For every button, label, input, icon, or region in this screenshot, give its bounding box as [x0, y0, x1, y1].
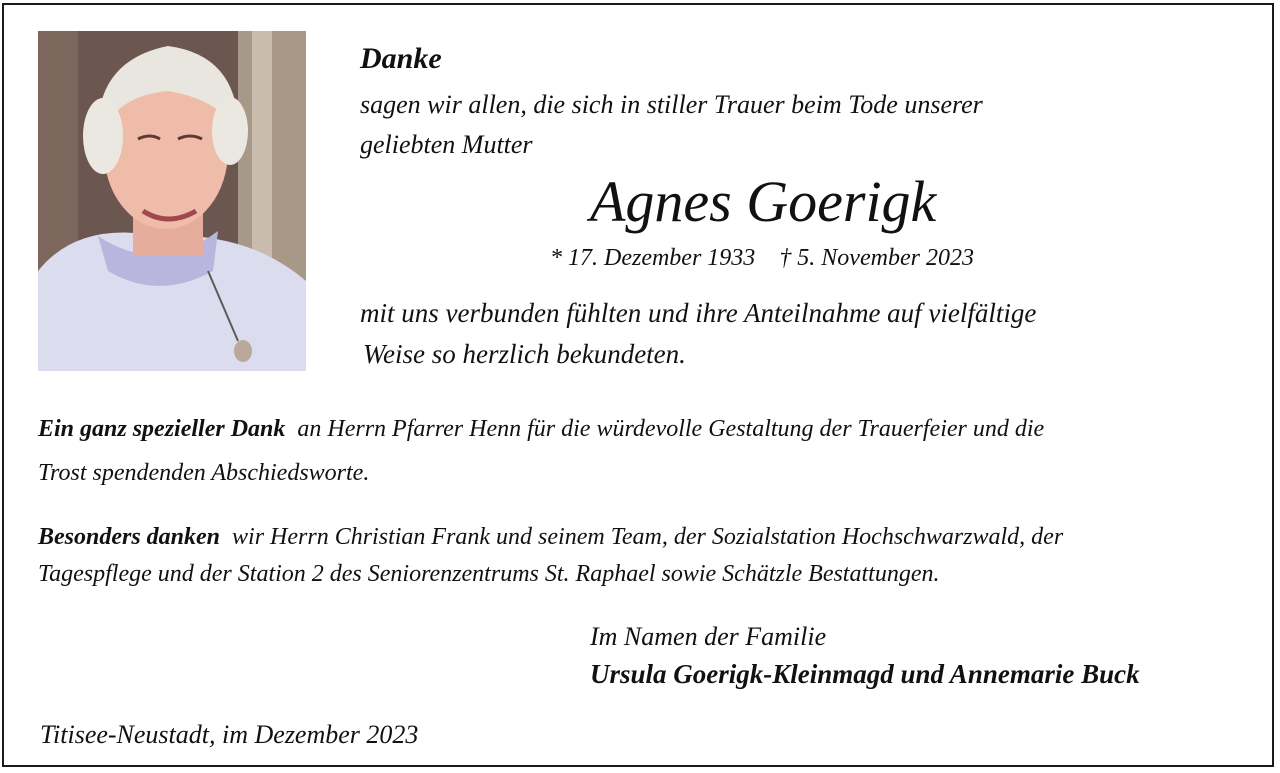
intro-line-2: geliebten Mutter — [360, 130, 533, 159]
intro-line-1: sagen wir allen, die sich in stiller Trauer beim Tode unserer — [360, 90, 983, 119]
life-dates: * 17. Dezember 1933 † 5. November 2023 — [550, 245, 974, 271]
thanks-paragraph-2-line-2: Tagespflege und der Station 2 des Seniorenzentrums St. Raphael sowie Schätzle Bestattungen. — [38, 561, 940, 587]
thanks-paragraph-2-lead: Besonders danken — [38, 524, 221, 550]
thanks-paragraph-1-lead: Ein ganz spezieller Dank — [38, 416, 286, 442]
family-intro: Im Namen der Familie — [590, 622, 827, 651]
family-signature: Ursula Goerigk-Kleinmagd und Annemarie Buck — [590, 659, 1140, 689]
place-and-date: Titisee-Neustadt, im Dezember 2023 — [40, 720, 419, 749]
heading-danke: Danke — [360, 42, 442, 75]
thanks-paragraph-1-line-1 — [38, 416, 1044, 443]
middle-line-2: Weise so herzlich bekundeten. — [363, 339, 686, 369]
portrait-photo — [38, 31, 306, 371]
thanks-paragraph-1-line-2: Trost spendenden Abschiedsworte. — [38, 460, 370, 486]
thanks-paragraph-2-line-1 — [38, 524, 1063, 551]
thanks-paragraph-2-text: wir Herrn Christian Frank und seinem Team, der Sozialstation Hochschwarzwald, der — [232, 524, 1064, 550]
thanks-paragraph-1-text: an Herrn Pfarrer Henn für die würdevolle Gestaltung der Trauerfeier und die — [297, 416, 1045, 442]
deceased-name: Agnes Goerigk — [590, 169, 937, 234]
middle-line-1: mit uns verbunden fühlten und ihre Anteilnahme auf vielfältige — [360, 298, 1037, 328]
